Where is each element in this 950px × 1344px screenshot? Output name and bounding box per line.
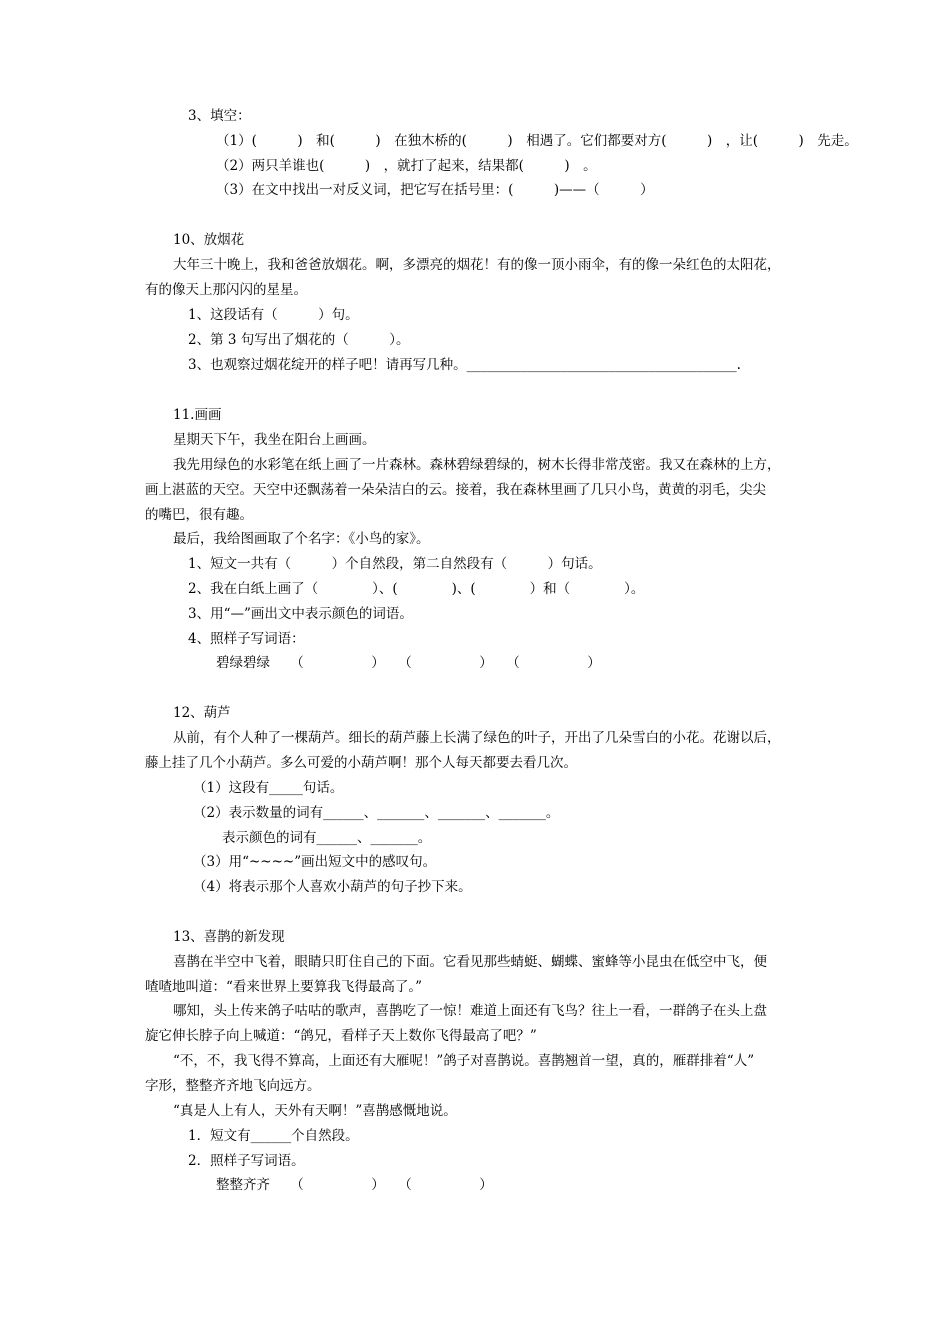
passage-13-line-2: 喳喳地叫道：“看来世界上要算我飞得最高了。” xyxy=(145,979,423,995)
question-3-1: （1）( ) 和( ) 在独木桥的( ) 相遇了。它们都要对方( ) ，让( ) 先走。 xyxy=(216,133,858,149)
passage-13-line-5: “不，不，我飞得不算高，上面还有大雁呢！”鸽子对喜鹊说。喜鹊翘首一望，真的，雁群排着“人” xyxy=(173,1053,755,1069)
question-3-2: （2）两只羊谁也( ) ，就打了起来，结果都( ) 。 xyxy=(216,158,597,174)
question-12-4: （4）将表示那个人喜欢小葫芦的句子抄下来。 xyxy=(193,879,472,895)
section-11-title: 11.画画 xyxy=(173,407,222,423)
passage-10-line-2: 有的像天上那闪闪的星星。 xyxy=(145,282,307,298)
passage-11-line-5: 最后，我给图画取了个名字：《小鸟的家》。 xyxy=(173,531,430,547)
passage-10-line-1: 大年三十晚上，我和爸爸放烟花。啊，多漂亮的烟花！有的像一顶小雨伞，有的像一朵红色的太阳花， xyxy=(173,257,781,273)
question-11-1: 1、短文一共有（ ）个自然段，第二自然段有（ ）句话。 xyxy=(188,556,602,572)
passage-13-line-1: 喜鹊在半空中飞着，眼睛只盯住自己的下面。它看见那些蜻蜓、蝴蝶、蜜蜂等小昆虫在低空中飞，便 xyxy=(173,954,767,970)
passage-13-line-6: 字形，整整齐齐地飞向远方。 xyxy=(145,1078,321,1094)
example-13-2: 整整齐齐 （ ） （ ） xyxy=(216,1177,493,1193)
question-10-2: 2、第 3 句写出了烟花的（ ）。 xyxy=(188,332,410,348)
question-13-2: 2．照样子写词语。 xyxy=(188,1153,305,1169)
question-12-1: （1）这段有_____句话。 xyxy=(193,780,344,796)
section-3-fill-heading: 3、填空： xyxy=(188,108,251,124)
question-10-1: 1、这段话有（ ）句。 xyxy=(188,307,359,323)
section-13-title: 13、喜鹊的新发现 xyxy=(173,929,285,945)
example-11-4: 碧绿碧绿 （ ） （ ） （ ） xyxy=(216,655,601,671)
question-12-2: （2）表示数量的词有______、_______、_______、_______。 xyxy=(193,805,560,821)
question-12-3: （3）用“~~~~”画出短文中的感叹句。 xyxy=(193,854,437,870)
passage-11-line-1: 星期天下午，我坐在阳台上画画。 xyxy=(173,432,376,448)
passage-12-line-1: 从前，有个人种了一棵葫芦。细长的葫芦藤上长满了绿色的叶子，开出了几朵雪白的小花。花谢以后， xyxy=(173,730,781,746)
passage-13-line-3: 哪知，头上传来鸽子咕咕的歌声，喜鹊吃了一惊！难道上面还有飞鸟？往上一看，一群鸽子在头上盘 xyxy=(173,1003,767,1019)
question-11-3: 3、用“—”画出文中表示颜色的词语。 xyxy=(188,606,413,622)
question-12-2-colors: 表示颜色的词有______、_______。 xyxy=(222,830,432,846)
section-10-title: 10、放烟花 xyxy=(173,232,245,248)
question-13-1: 1．短文有______个自然段。 xyxy=(188,1128,359,1144)
passage-11-line-2: 我先用绿色的水彩笔在纸上画了一片森林。森林碧绿碧绿的，树木长得非常茂密。我又在森林的上方， xyxy=(173,457,781,473)
passage-11-line-3: 画上湛蓝的天空。天空中还飘荡着一朵朵洁白的云。接着，我在森林里画了几只小鸟，黄黄的羽毛，尖尖 xyxy=(145,482,766,498)
passage-13-line-7: “真是人上有人，天外有天啊！”喜鹊感慨地说。 xyxy=(173,1103,457,1119)
passage-13-line-4: 旋它伸长脖子向上喊道：“鸽兄，看样子天上数你飞得最高了吧？” xyxy=(145,1028,537,1044)
question-11-2: 2、我在白纸上画了（ ）、( )、( ）和（ ）。 xyxy=(188,581,645,597)
section-12-title: 12、葫芦 xyxy=(173,705,231,721)
question-11-4: 4、照样子写词语： xyxy=(188,631,305,647)
passage-12-line-2: 藤上挂了几个小葫芦。多么可爱的小葫芦啊！那个人每天都要去看几次。 xyxy=(145,755,577,771)
passage-11-line-4: 的嘴巴，很有趣。 xyxy=(145,507,253,523)
question-3-3: （3）在文中找出一对反义词，把它写在括号里：( )——（ ） xyxy=(216,182,654,198)
question-10-3: 3、也观察过烟花绽开的样子吧！请再写几种。________________________________________. xyxy=(188,357,741,373)
